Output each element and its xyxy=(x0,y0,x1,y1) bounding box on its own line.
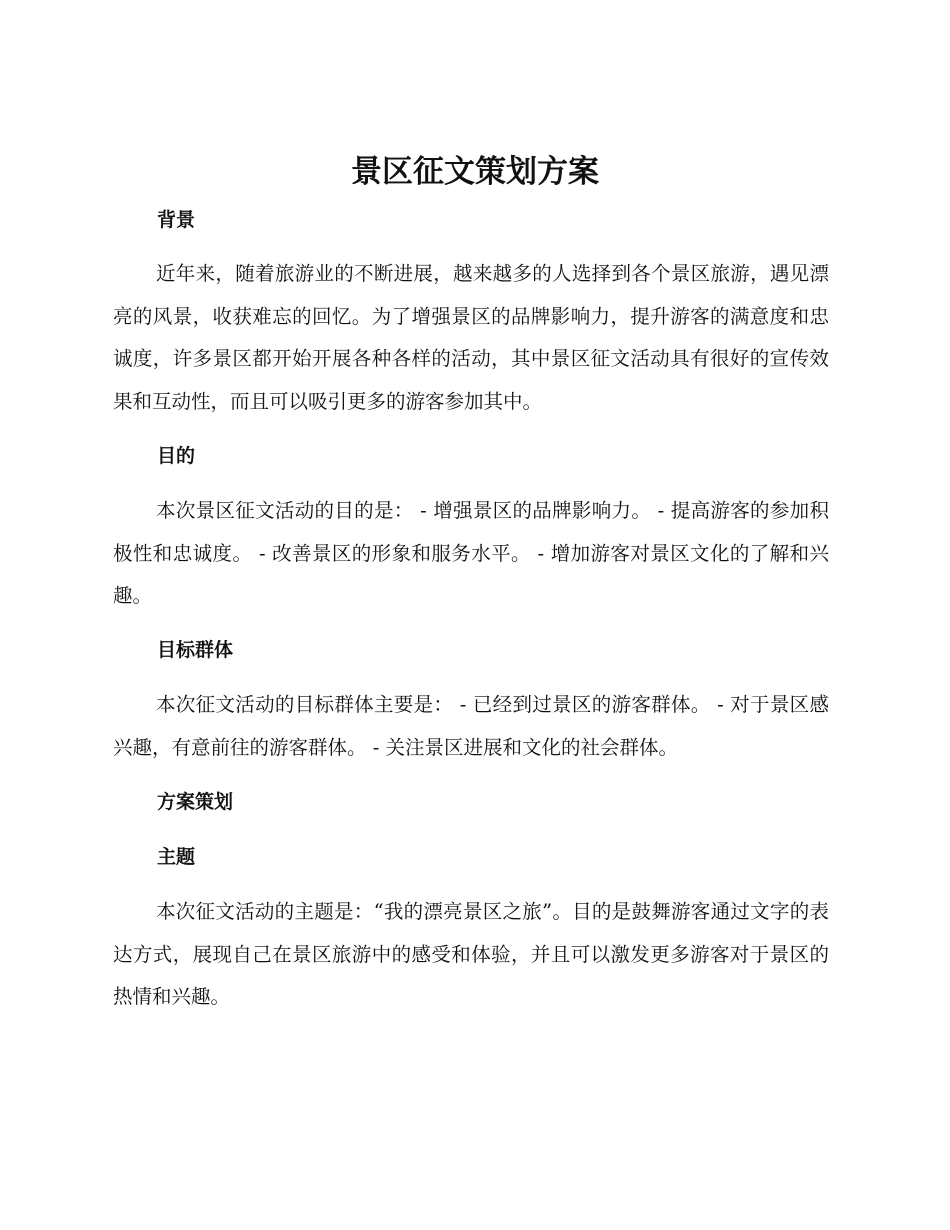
section-heading-background: 背景 xyxy=(157,209,196,231)
section-paragraph-background: 近年来，随着旅游业的不断进展，越来越多的人选择到各个景区旅游，遇见漂亮的风景，收获难忘的回忆。为了增强景区的品牌影响力，提升游客的满意度和忠诚度，许多景区都开始开展各种各样的活动，其中景区征文活动具有很好的宣传效果和互动性，而且可以吸引更多的游客参加其中。 xyxy=(113,262,829,413)
document-title: 景区征文策划方案 xyxy=(351,154,599,190)
section-paragraph-purpose: 本次景区征文活动的目的是： - 增强景区的品牌影响力。 - 提高游客的参加积极性和忠诚度。 - 改善景区的形象和服务水平。 - 增加游客对景区文化的了解和兴趣。 xyxy=(113,499,829,607)
section-heading-target-group: 目标群体 xyxy=(157,639,234,661)
section-paragraph-target-group: 本次征文活动的目标群体主要是： - 已经到过景区的游客群体。 - 对于景区感兴趣，有意前往的游客群体。 - 关注景区进展和文化的社会群体。 xyxy=(113,693,829,759)
section-heading-plan: 方案策划 xyxy=(157,791,234,813)
section-heading-theme: 主题 xyxy=(157,846,196,868)
section-heading-purpose: 目的 xyxy=(157,445,196,467)
section-paragraph-theme: 本次征文活动的主题是：“我的漂亮景区之旅”。目的是鼓舞游客通过文字的表达方式，展现自己在景区旅游中的感受和体验，并且可以激发更多游客对于景区的热情和兴趣。 xyxy=(113,900,829,1008)
